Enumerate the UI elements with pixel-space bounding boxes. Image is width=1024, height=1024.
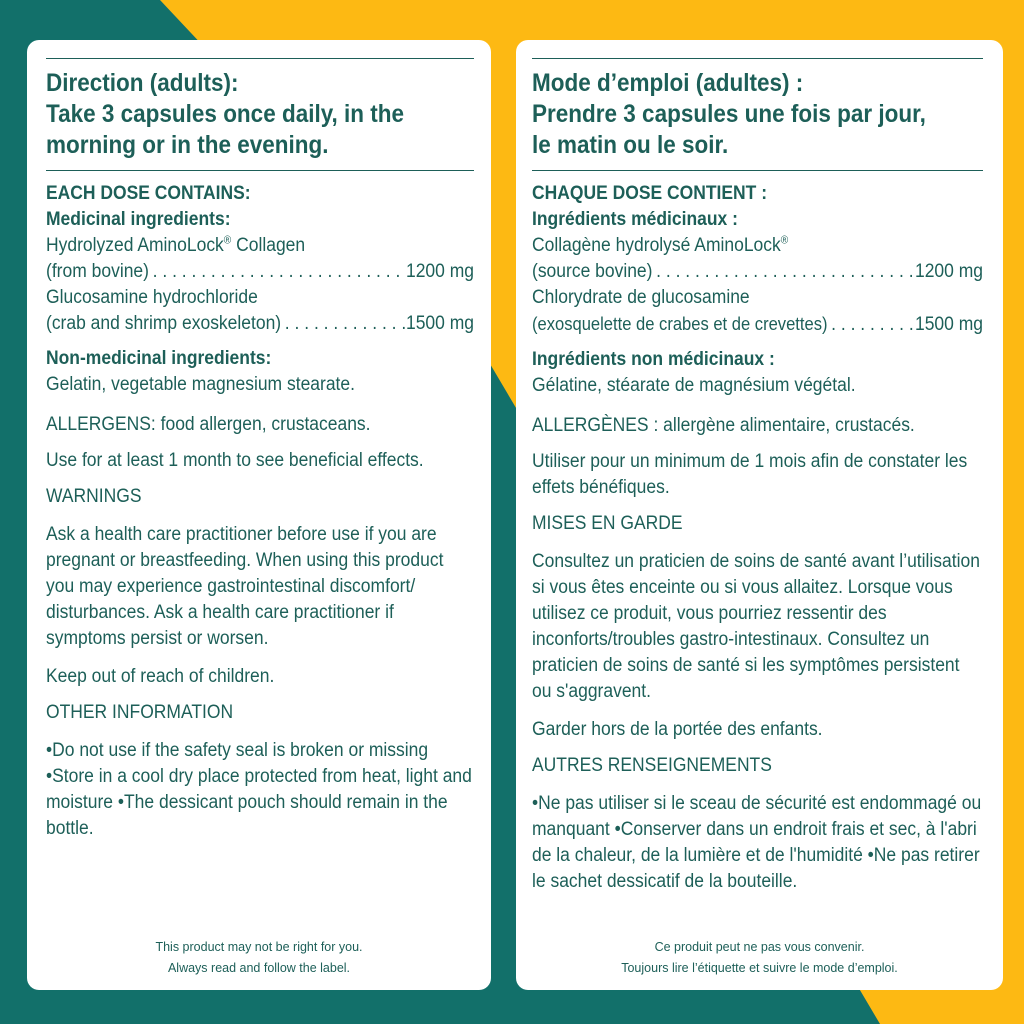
keep-out-text: Garder hors de la portée des enfants. (532, 719, 823, 740)
direction-heading: Direction (adults): Take 3 capsules once daily, in the morning or in the evening. (46, 69, 405, 159)
medicinal-heading: Medicinal ingredients: (46, 209, 231, 230)
warnings-text: Ask a health care practitioner before use if you are pregnant or breastfeeding. When using this product you may experience gastrointestinal discomfort/ disturbances. Ask a health care practitioner if symptoms persist or worsen. (46, 524, 444, 649)
ingredient-1-name: Collagène hydrolysé AminoLock® (532, 234, 789, 256)
footer-note: Ce produit peut ne pas vous convenir. Toujours lire l’étiquette et suivre le mode d’emploi. (621, 940, 898, 975)
usage-text: Use for at least 1 month to see beneficial effects. (46, 450, 424, 471)
ingredient-2-name: Glucosamine hydrochloride (46, 287, 258, 308)
footer-note: This product may not be right for you. Always read and follow the label. (155, 940, 363, 975)
direction-heading: Mode d’emploi (adultes) : Prendre 3 capsules une fois par jour, le matin ou le soir. (532, 69, 926, 159)
ingredient-2-name: Chlorydrate de glucosamine (532, 287, 750, 308)
nonmedicinal-text: Gelatin, vegetable magnesium stearate. (46, 374, 355, 395)
medicinal-heading: Ingrédients médicinaux : (532, 209, 738, 230)
warnings-text: Consultez un praticien de soins de santé avant l’utilisation si vous êtes enceinte ou si vous allaitez. Lorsque vous utilisez ce produit, vous pourriez ressentir des inconforts/troubles gastro-intestinaux. Consultez un praticien de soins de santé si les symptômes persistent ou s'aggravent. (532, 551, 980, 702)
warnings-heading: WARNINGS (46, 486, 142, 507)
nonmedicinal-heading: Non-medicinal ingredients: (46, 348, 272, 369)
other-info-text: •Do not use if the safety seal is broken or missing •Store in a cool dry place protected from heat, light and moisture •The dessicant pouch should remain in the bottle. (46, 740, 472, 839)
label-body (532, 181, 983, 895)
other-info-heading: AUTRES RENSEIGNEMENTS (532, 755, 772, 776)
ingredient-1-name: Hydrolyzed AminoLock® Collagen (46, 234, 306, 256)
nonmedicinal-heading: Ingrédients non médicinaux : (532, 349, 775, 370)
english-label-panel (27, 40, 491, 990)
ingredient-1-row: (source bovine) . . . 1200 mg (532, 259, 983, 285)
direction-rule (46, 170, 474, 171)
ingredient-2-row: (crab and shrimp exoskeleton) . . . 1500 mg (46, 311, 474, 337)
ingredient-2-row: (exosquelette de crabes et de crevettes) . . . 1500 mg (532, 311, 983, 338)
french-label-panel (516, 40, 1003, 990)
keep-out-text: Keep out of reach of children. (46, 666, 275, 687)
warnings-heading: MISES EN GARDE (532, 513, 683, 534)
other-info-text: •Ne pas utiliser si le sceau de sécurité est endommagé ou manquant •Conserver dans un endroit frais et sec, à l'abri de la chaleur, de la lumière et de l'humidité •Ne pas retirer le sachet dessicatif de la bouteille. (532, 793, 982, 892)
each-dose-heading: CHAQUE DOSE CONTIENT : (532, 183, 768, 204)
allergens-text: ALLERGENS: food allergen, crustaceans. (46, 414, 371, 435)
usage-text: Utiliser pour un minimum de 1 mois afin de constater les effets bénéfiques. (532, 451, 968, 498)
allergens-text: ALLERGÈNES : allergène alimentaire, crustacés. (532, 415, 915, 436)
direction-rule (532, 170, 983, 171)
other-info-heading: OTHER INFORMATION (46, 702, 234, 723)
nonmedicinal-text: Gélatine, stéarate de magnésium végétal. (532, 375, 856, 396)
each-dose-heading: EACH DOSE CONTAINS: (46, 183, 251, 204)
ingredient-1-row: (from bovine) . . . 1200 mg (46, 259, 474, 285)
label-body (46, 181, 474, 842)
